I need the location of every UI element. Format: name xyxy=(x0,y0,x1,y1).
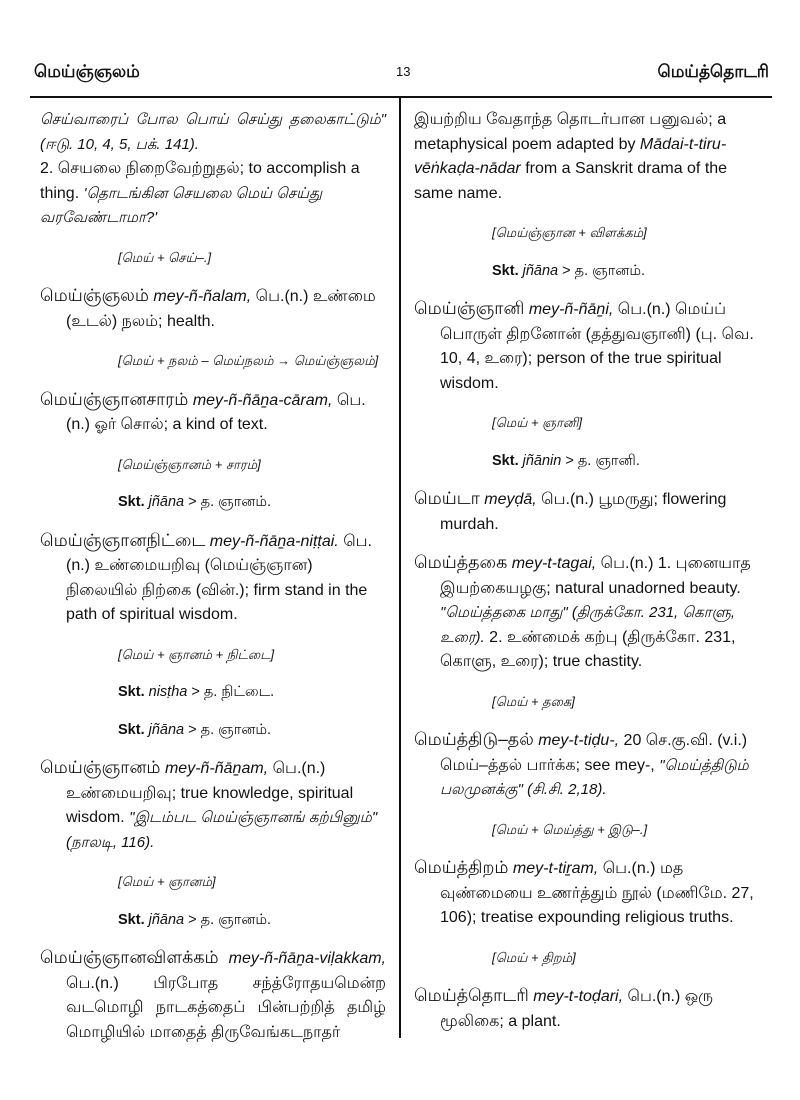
page-number: 13 xyxy=(396,64,411,79)
definition: பெ.(n.) மத வுண்மையை உணர்த்தும் நூல் (மணிமே. 27, 106); treatise expounding religious truths. xyxy=(440,860,754,926)
etymology: [மெய் + ஞானி] xyxy=(492,415,583,430)
entry-meynanavilakkam xyxy=(40,945,386,1045)
transliteration: mey-ñ-ñāṉa-viḷakkam, xyxy=(228,950,386,967)
entry-meyttodari xyxy=(414,983,764,1034)
definition: பெ.(n.) உண்மை (உடல்) நலம்; health. xyxy=(66,288,376,330)
definition: பெ.(n.) பிரபோத சந்த்ரோதயமென்ற வடமொழி நாடகத்தைப் பின்பற்றித் தமிழ் மொழியில் மாதைத் திருவேங்கடநாதர் xyxy=(66,974,386,1041)
definition: பெ.(n.) ஓர் சொல்; a kind of text. xyxy=(66,391,366,433)
page-header xyxy=(34,56,769,90)
transliteration: meyḍā, xyxy=(484,491,537,508)
sanskrit-source: Skt. jñāna > த. ஞானம். xyxy=(118,494,272,510)
definition: பெ.(n.) 1. புனையாத இயற்கையழகு; natural unadorned beauty. xyxy=(440,555,751,597)
sanskrit-source: Skt. jñānin > த. ஞானி. xyxy=(492,452,640,469)
headword: மெய்ஞ்ஞானி xyxy=(414,298,525,318)
quotation: "இடம்பட மெய்ஞ்ஞானங் கற்பினும்" (நாலடி, 116). xyxy=(66,809,378,851)
headword: மெய்டா xyxy=(414,488,480,508)
sanskrit-source: Skt. nisṭha > த. நிட்டை. xyxy=(118,684,275,700)
etymology: [மெய் + ஞானம் + நிட்டை] xyxy=(118,646,275,662)
entry-meyda xyxy=(414,486,764,537)
entry-meyttagai xyxy=(414,550,764,675)
transliteration: mey-ñ-ñāṉi, xyxy=(528,301,614,318)
headword: மெய்த்திறம் xyxy=(414,857,509,877)
transliteration: mey-t-tiṟam, xyxy=(512,860,599,877)
headword: மெய்ஞ்ஞலம் xyxy=(40,285,149,305)
sense-2: 2. உண்மைக் கற்பு (திருக்கோ. 231, கொளு, உரை); true chastity. xyxy=(440,628,736,670)
definition: 20 செ.கு.வி. (v.i.) மெய்–த்தல் பார்க்க; see mey-, xyxy=(440,732,748,774)
left-column xyxy=(40,108,386,1045)
definition: பெ.(n.) பூமருது; flowering murdah. xyxy=(440,491,727,533)
headword: மெய்ஞ்ஞானசாரம் xyxy=(40,388,189,409)
entry-meynanam xyxy=(40,755,386,855)
etymology: [மெய் + தகை] xyxy=(492,693,575,709)
transliteration: mey-ñ-ñalam, xyxy=(153,288,252,305)
etymology: [மெய் + மெய்த்து + இடு–.] xyxy=(492,821,648,837)
transliteration: mey-t-toḍari, xyxy=(533,988,624,1005)
transliteration: mey-ñ-ñāṉam, xyxy=(164,760,269,777)
etymology: [மெய் + செய்–.] xyxy=(118,249,212,265)
sanskrit-source: Skt. jñāna > த. ஞானம். xyxy=(118,721,272,738)
entry-meyttiram xyxy=(414,855,764,931)
entry-meynanacaram xyxy=(40,387,386,438)
transliteration: mey-ñ-ñāṉa-niṭṭai. xyxy=(209,532,339,550)
transliteration: mey-t-tiḍu-, xyxy=(538,732,620,749)
headword: மெய்ஞ்ஞானநிட்டை xyxy=(40,529,206,550)
definition: பெ.(n.) உண்மையறிவு (மெய்ஞ்ஞான) நிலையில் நிற்கை (வின்.); firm stand in the path of spiritual wisdom. xyxy=(66,532,372,623)
header-rule xyxy=(30,96,772,98)
etymology: [மெய்ஞ்ஞான + விளக்கம்] xyxy=(492,225,647,240)
headword: மெய்த்திடு–தல் xyxy=(414,729,534,749)
headword: மெய்ஞ்ஞானம் xyxy=(40,757,161,777)
etymology: [மெய் + நலம் – மெய்நலம் → மெய்ஞ்ஞலம்] xyxy=(118,353,379,368)
sanskrit-source: Skt. jñāna > த. ஞானம். xyxy=(118,911,272,928)
definition: பெ.(n.) மெய்ப் பொருள் திறனோன் (தத்துவஞானி) (பு. வெ. 10, 4, உரை); person of the true spiritual wisdom. xyxy=(440,301,754,392)
transliteration: mey-ñ-ñāṉa-cāram, xyxy=(192,391,333,409)
quotation: "மெய்த்தகை மாது" (திருக்கோ. 231, கொளு, உரை). xyxy=(440,604,736,646)
continued-entry: செய்வாரைப் போல பொய் செய்து தலைகாட்டும்" (ஈடு. 10, 4, 5, பக். 141). xyxy=(40,111,386,153)
column-divider xyxy=(399,98,401,1038)
etymology: [மெய் + திறம்] xyxy=(492,949,576,965)
entry-meynananittai xyxy=(40,528,386,628)
transliteration: mey-t-tagai, xyxy=(511,555,597,572)
definition: பெ.(n.) உண்மையறிவு; true knowledge, spiritual wisdom. xyxy=(66,760,354,826)
right-column xyxy=(414,108,764,1034)
header-right-guideword: மெய்த்தொடரி xyxy=(657,62,769,81)
entry-meyttidu xyxy=(414,727,764,803)
headword: மெய்த்தொடரி xyxy=(414,985,529,1005)
quotation: "மெய்த்திடும் பலமுனக்கு" (சி.சி. 2,18). xyxy=(440,756,749,798)
headword: மெய்ஞ்ஞானவிளக்கம் xyxy=(40,947,219,967)
etymology: [மெய் + ஞானம்] xyxy=(118,874,216,889)
headword: மெய்த்தகை xyxy=(414,552,508,572)
entry-meynani xyxy=(414,296,764,396)
etymology: [மெய்ஞ்ஞானம் + சாரம்] xyxy=(118,456,261,472)
definition: பெ.(n.) ஒரு மூலிகை; a plant. xyxy=(440,988,713,1030)
sanskrit-source: Skt. jñāna > த. ஞானம். xyxy=(492,262,646,279)
continued-entry: இயற்றிய வேதாந்த தொடர்பான பனுவல்; a metaphysical poem adapted by Mādai-t-tiru-vēṅkaḍa-nādar from a Sanskrit drama of the same name. xyxy=(414,111,728,202)
entry-meynalam xyxy=(40,283,386,334)
sense-2: 2. செயலை நிறைவேற்றுதல்; to accomplish a thing. 'தொடங்கின செயலை மெய் செய்து வரவேண்டாமா?' xyxy=(40,160,360,226)
header-left-guideword: மெய்ஞ்ஞலம் xyxy=(34,62,140,81)
